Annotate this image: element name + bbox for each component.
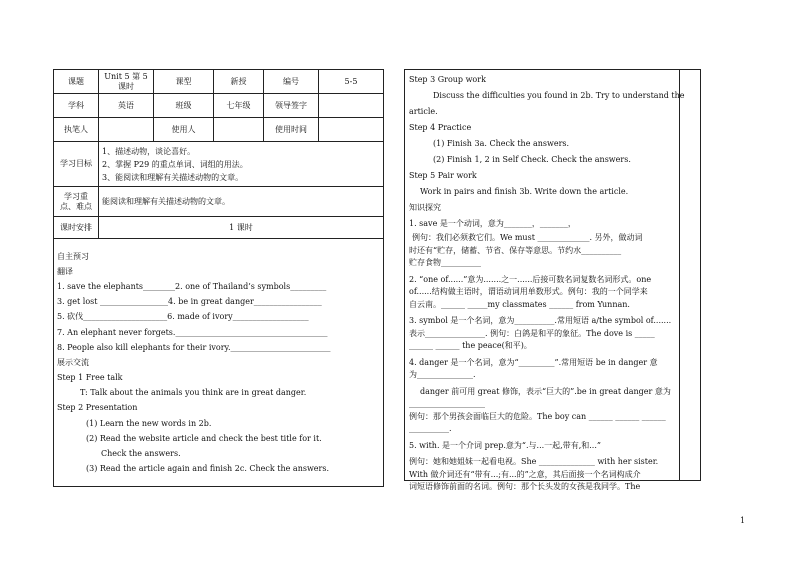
ling-dao-label: 领导签字	[264, 94, 319, 118]
objectives-list	[99, 142, 384, 187]
zhi-bi-value	[99, 118, 154, 142]
step-text: (3) Read the article again and finish 2c. Check the answers.	[86, 464, 330, 474]
knowledge-line: With 做介词还有“带有...;有...的”之意，其后面接一个名词构成介	[409, 469, 641, 479]
exercise-line: 5. 砍伐_____________________6. made of ivory___________________	[57, 312, 309, 322]
xue-ke-value: 英语	[99, 94, 154, 118]
section-heading: 展示交流	[57, 357, 89, 367]
knowledge-line: danger 前可用 great 修饰，表示“巨大的”.be in great danger 意为	[420, 386, 671, 396]
section-heading: 知识探究	[409, 203, 441, 212]
knowledge-line: 时还有“贮存，储蓄、节省、保存等意思。节约水__________	[409, 245, 622, 255]
step-heading: Step 4 Practice	[409, 123, 472, 132]
key-points-label: 学习重点、难点	[54, 187, 99, 217]
shi-yong-time-label: 使用时间	[264, 118, 319, 142]
xue-ke-label: 学科	[54, 94, 99, 118]
knowledge-line: 自云南。______ _____my classmates ______ from Yunnan.	[409, 299, 630, 309]
knowledge-line: 为______________.	[409, 370, 476, 379]
exercise-line: 7. An elephant never forgets.______________________________________	[57, 327, 328, 337]
knowledge-line: 1. save 是一个动词，意为_______，_______，	[409, 219, 576, 228]
knowledge-line: ______ ______ the peace(和平)。	[409, 341, 532, 350]
knowledge-line: 例句：我们必须救它们。We must _____________. 另外，做动词	[412, 233, 643, 242]
ban-ji-label: 班级	[154, 94, 214, 118]
knowledge-line: 4. danger 是一个名词，意为“_________”.常用短语 be in danger 意	[409, 357, 658, 367]
step-heading: Step 3 Group work	[409, 75, 486, 84]
ban-ji-value: 七年级	[214, 94, 264, 118]
objective-item: 1、描述动物，谈论喜好。	[102, 146, 196, 156]
schedule-value: 1 课时	[99, 217, 384, 239]
shi-yong-ren-value	[214, 118, 264, 142]
bian-hao-label: 编号	[264, 70, 319, 94]
knowledge-line: 5. with. 是一个介词 prep.意为“.与...一起,带有,和...”	[409, 440, 601, 450]
step-text: (2) Finish 1, 2 in Self Check. Check the answers.	[433, 155, 631, 164]
step-text: (1) Learn the new words in 2b.	[86, 418, 212, 428]
step-text: article.	[409, 107, 438, 116]
step-text: T: Talk about the animals you think are in great danger.	[80, 388, 307, 398]
ling-dao-value	[319, 94, 384, 118]
knowledge-line: ___________________	[409, 399, 485, 408]
objective-item: 3、能阅读和理解有关描述动物的文章。	[102, 172, 244, 182]
ke-xing-value: 新授	[214, 70, 264, 94]
objectives-label: 学习目标	[54, 142, 99, 187]
schedule-label: 课时安排	[54, 217, 99, 239]
knowledge-line: 词短语修饰前面的名词。例句：那个长头发的女孩是我同学。The	[409, 482, 641, 491]
shi-yong-time-value	[319, 118, 384, 142]
exercise-line: 3. get lost _________________4. be in great danger_________________	[57, 297, 322, 307]
section-heading: 翻译	[57, 266, 73, 276]
objective-item: 2、掌握 P29 的重点单词、词组的用法。	[102, 159, 248, 169]
exercise-line: 8. People also kill elephants for their ivory._________________________	[57, 342, 331, 352]
step-text: Check the answers.	[101, 449, 181, 459]
lesson-info-table	[53, 69, 384, 487]
knowledge-line: 例句：那个男孩会面临巨大的危险。The boy can ______ ______ ______	[409, 411, 666, 421]
bian-hao-value: 5-5	[319, 70, 384, 94]
ke-ti-value: Unit 5 第 5 课时	[99, 70, 154, 94]
knowledge-line: 2. “one of......”意为.......之一......后接可数名词复数名词形式。one	[409, 274, 652, 284]
step-heading: Step 5 Pair work	[409, 171, 477, 180]
key-points-text: 能阅读和理解有关描述动物的文章。	[99, 187, 384, 217]
ke-xing-label: 课型	[154, 70, 214, 94]
knowledge-line: __________.	[409, 424, 452, 433]
step-text: Work in pairs and finish 3b. Write down the article.	[420, 187, 629, 196]
ke-ti-label: 课题	[54, 70, 99, 94]
right-content-table	[404, 69, 701, 491]
page-number: 1	[740, 516, 746, 525]
knowledge-line: of......结构做主语时，谓语动词用单数形式。例句：我的一个同学来	[409, 287, 648, 296]
shi-yong-ren-label: 使用人	[154, 118, 214, 142]
right-content-cell	[405, 70, 685, 491]
step-heading: Step 1 Free talk	[57, 373, 123, 383]
knowledge-line: 例句：她和她姐妹一起看电视。She ______________ with her sister.	[409, 457, 659, 466]
section-heading: 自主预习	[57, 251, 89, 261]
step-text: (2) Read the website article and check the best title for it.	[86, 433, 322, 443]
knowledge-line: 贮存食物__________	[409, 258, 481, 267]
step-heading: Step 2 Presentation	[57, 403, 138, 413]
step-text: (1) Finish 3a. Check the answers.	[433, 139, 570, 148]
preview-section	[54, 239, 384, 487]
knowledge-line: 表示_______________. 例句：白鸽是和平的象征。The dove is _____	[409, 328, 655, 338]
exercise-line: 1. save the elephants________2. one of Thailand’s symbols_________	[57, 281, 327, 291]
knowledge-line: 3. symbol 是一个名词，意为__________.常用短语 a/the symbol of.......	[409, 316, 672, 325]
zhi-bi-label: 执笔人	[54, 118, 99, 142]
step-text: Discuss the difficulties you found in 2b. Try to understand the	[433, 91, 685, 100]
